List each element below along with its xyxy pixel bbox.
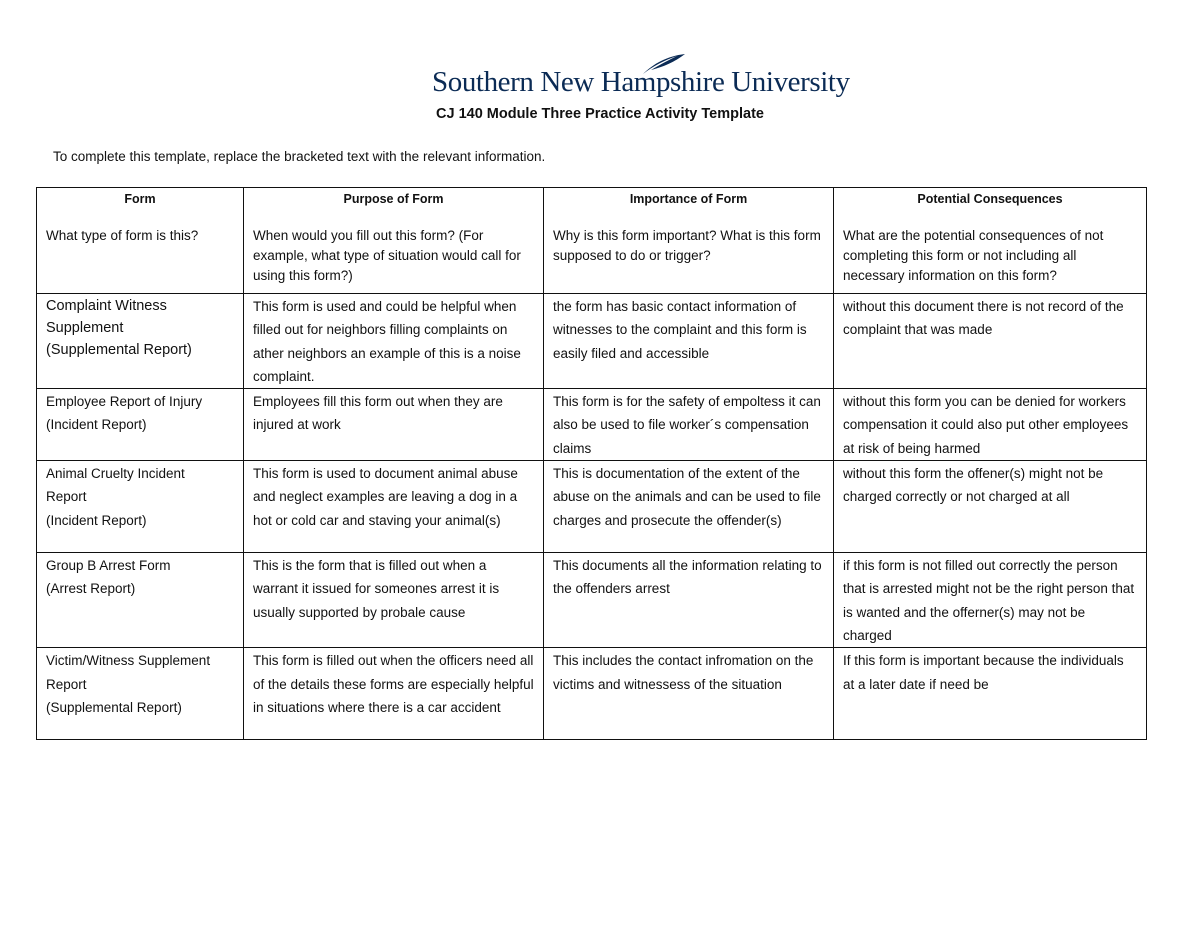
column-description: When would you fill out this form? (For example, what type of situation would call for using this form?) (253, 228, 521, 283)
importance-cell: This includes the contact infromation on the victims and witnessess of the situation (544, 648, 834, 740)
form-cell (37, 294, 244, 389)
header-cell-consequences (834, 188, 1147, 294)
consequences-cell: without this document there is not record of the complaint that was made (834, 294, 1147, 389)
purpose-cell: Employees fill this form out when they are injured at work (244, 389, 544, 461)
table-row (37, 648, 1147, 740)
table-row (37, 294, 1147, 389)
form-cell (37, 389, 244, 461)
form-name: Supplement (46, 320, 124, 336)
university-logo (432, 52, 850, 104)
column-title: Form (124, 192, 156, 206)
purpose-cell: This form is used to document animal abuse and neglect examples are leaving a dog in a hot or cold car and staving your animal(s) (244, 461, 544, 553)
purpose-cell: This is the form that is filled out when a warrant it issued for someones arrest it is usually supported by probale cause (244, 553, 544, 648)
logo-text: Southern New Hampshire University (432, 66, 850, 98)
table-row (37, 461, 1147, 553)
form-category: (Supplemental Report) (46, 342, 192, 358)
form-name: Report (46, 676, 87, 692)
importance-cell: This is documentation of the extent of the abuse on the animals and can be used to file charges and prosecute the offender(s) (544, 461, 834, 553)
consequences-cell: without this form you can be denied for workers compensation it could also put other employees at risk of being harmed (834, 389, 1147, 461)
form-cell (37, 648, 244, 740)
form-name: Animal Cruelty Incident (46, 466, 185, 482)
form-category: (Incident Report) (46, 417, 147, 433)
header-cell-purpose (244, 188, 544, 294)
header-cell-importance (544, 188, 834, 294)
consequences-cell: if this form is not filled out correctly the person that is arrested might not be the right person that is wanted and the offerner(s) may not be charged (834, 553, 1147, 648)
form-name: Group B Arrest Form (46, 558, 171, 574)
consequences-cell: without this form the offener(s) might not be charged correctly or not charged at all (834, 461, 1147, 553)
table-row (37, 553, 1147, 648)
form-cell (37, 461, 244, 553)
form-name: Complaint Witness (46, 298, 167, 314)
column-description: What are the potential consequences of not completing this form or not including all necessary information on this form? (843, 228, 1104, 283)
form-name: Victim/Witness Supplement (46, 653, 211, 669)
instructions: To complete this template, replace the bracketed text with the relevant information. (53, 149, 546, 164)
importance-cell: the form has basic contact information of witnesses to the complaint and this form is easily filed and accessible (544, 294, 834, 389)
purpose-cell: This form is used and could be helpful when filled out for neighbors filling complaints on ather neighbors an example of this is a noise complaint. (244, 294, 544, 389)
importance-cell: This documents all the information relating to the offenders arrest (544, 553, 834, 648)
form-name: Employee Report of Injury (46, 394, 203, 410)
purpose-cell: This form is filled out when the officers need all of the details these forms are especially helpful in situations where there is a car accident (244, 648, 544, 740)
form-category: (Supplemental Report) (46, 699, 182, 715)
consequences-cell: If this form is important because the individuals at a later date if need be (834, 648, 1147, 740)
table-row (37, 389, 1147, 461)
document-title: CJ 140 Module Three Practice Activity Template (436, 106, 764, 122)
forms-table (36, 187, 1147, 740)
column-description: Why is this form important? What is this form supposed to do or trigger? (553, 228, 821, 263)
column-title: Purpose of Form (343, 192, 444, 206)
column-title: Potential Consequences (917, 192, 1063, 206)
form-category: (Incident Report) (46, 512, 147, 528)
form-cell (37, 553, 244, 648)
column-title: Importance of Form (629, 192, 748, 206)
header-cell-form (37, 188, 244, 294)
column-description: What type of form is this? (46, 228, 199, 243)
table-header-row (37, 188, 1147, 294)
form-name: Report (46, 489, 87, 505)
importance-cell: This form is for the safety of empoltess it can also be used to file worker´s compensation claims (544, 389, 834, 461)
form-category: (Arrest Report) (46, 581, 136, 597)
